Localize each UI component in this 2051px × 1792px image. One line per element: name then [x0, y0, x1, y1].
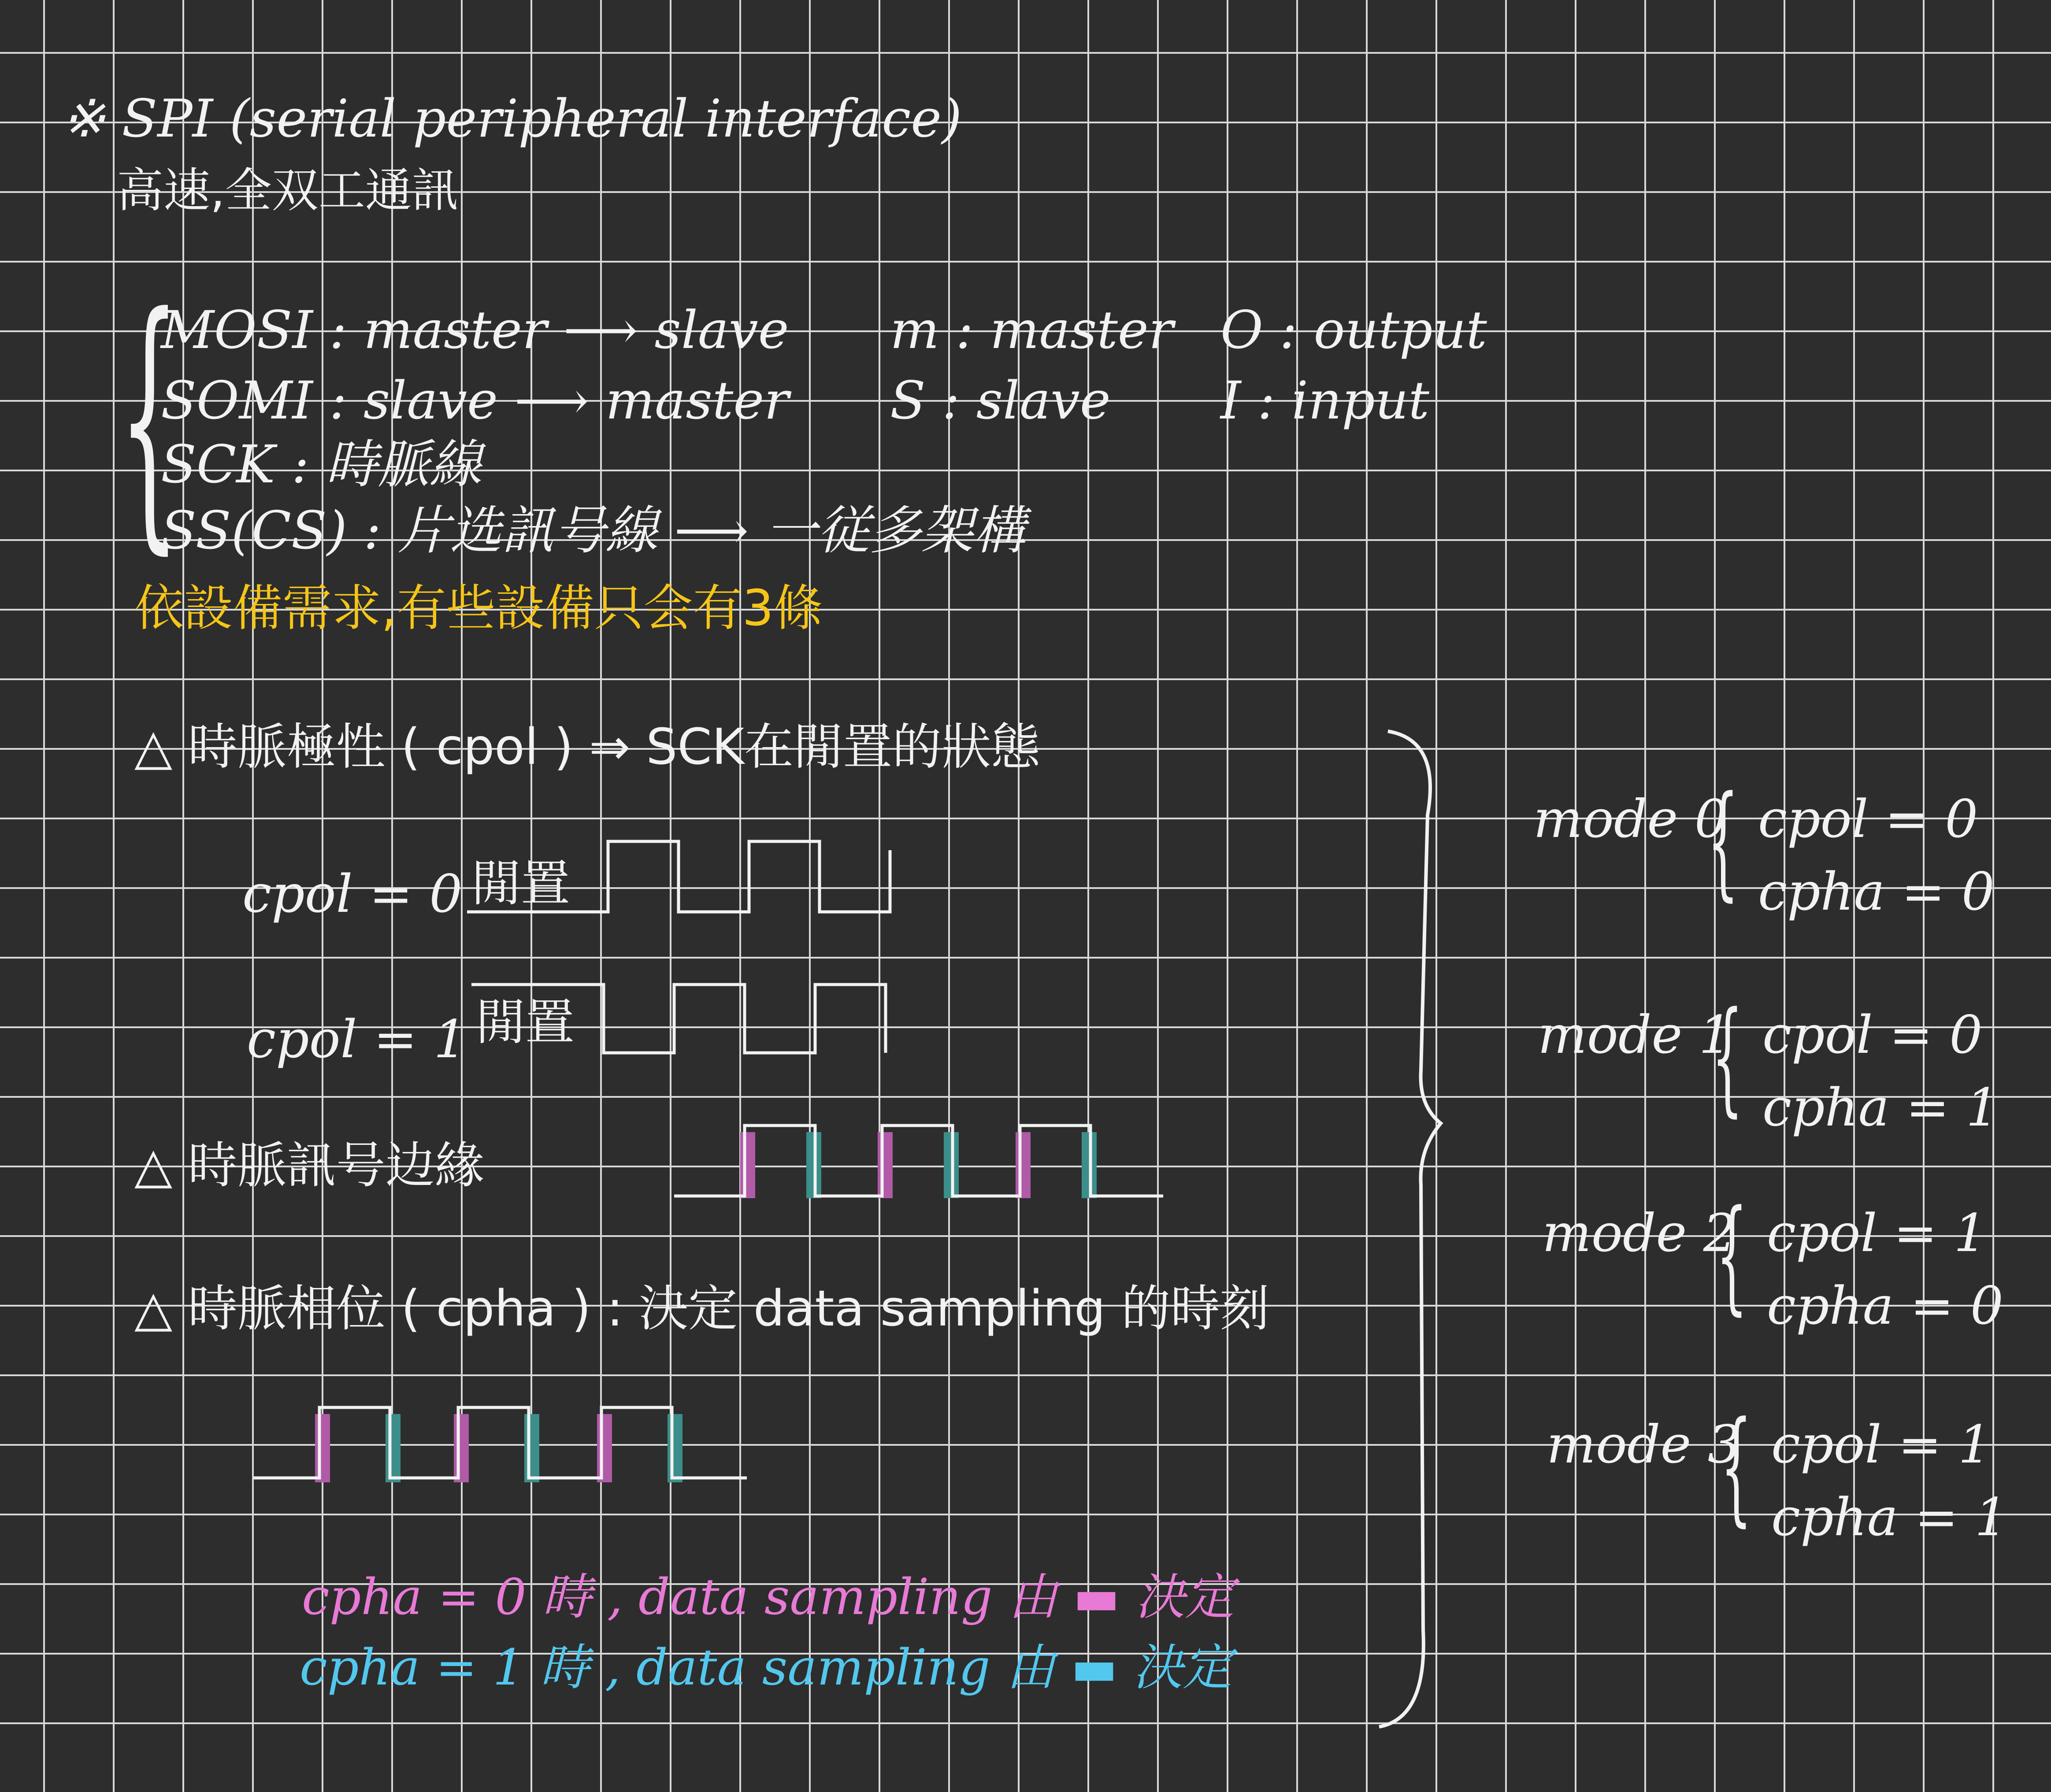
rising-edge-mark: [878, 1132, 893, 1198]
mode-3-cpha: cpha = 1: [1771, 1487, 2008, 1548]
mode-1-brace: {: [1712, 985, 1743, 1129]
edge-marks: [740, 1132, 1097, 1198]
rising-edge-mark: [1016, 1132, 1031, 1198]
mode-2-cpha: cpha = 0: [1767, 1275, 2003, 1336]
cpol0-label: cpol = 0: [242, 863, 463, 924]
line-sck: SCK : 時脈線: [161, 434, 482, 495]
cpol1-waveform: [471, 976, 903, 1064]
mode-0-name: mode 0: [1533, 789, 1728, 849]
rising-edge-mark: [740, 1132, 755, 1198]
mode-3-brace: {: [1721, 1395, 1752, 1539]
cpha-waveform: [253, 1401, 756, 1489]
mode-2-cpol: cpol = 1: [1767, 1203, 1987, 1263]
cpol0-wave-line: [467, 841, 890, 912]
cpha-heading: △ 時脈相位 ( cpha ) : 決定 data sampling 的時刻: [134, 1280, 1269, 1337]
modes-big-brace: [1375, 727, 1463, 1731]
falling-edge-mark: [668, 1414, 682, 1482]
cpol-heading: △ 時脈極性 ( cpol ) ⇒ SCK在閒置的狀態: [134, 718, 1041, 776]
falling-edge-mark: [524, 1414, 539, 1482]
mode-1-cpha: cpha = 1: [1762, 1077, 1999, 1138]
falling-edge-mark: [386, 1414, 401, 1482]
page-title: ※ SPI (serial peripheral interface): [62, 88, 962, 149]
page-subtitle: 高速,全双工通訊: [117, 163, 459, 218]
cpol1-label: cpol = 1: [247, 1009, 467, 1070]
rising-edge-mark: [454, 1414, 469, 1482]
cpol1-wave-line: [471, 985, 886, 1053]
line-mosi: MOSI : master ⟶ slave: [161, 300, 789, 360]
legend-master: m : master: [890, 300, 1174, 360]
mode-2-brace: {: [1716, 1184, 1748, 1327]
big-brace-path: [1379, 731, 1441, 1727]
cpol0-idle-label: 閒置: [471, 855, 570, 912]
cpha1-note: cpha = 1 時 , data sampling 由 ▬ 決定: [300, 1639, 1232, 1696]
cpha0-note: cpha = 0 時 , data sampling 由 ▬ 決定: [302, 1569, 1235, 1626]
rising-edge-mark: [315, 1414, 330, 1482]
mode-3-cpol: cpol = 1: [1771, 1414, 1992, 1475]
cpol0-waveform: [467, 833, 899, 921]
cpol1-idle-label: 閒置: [476, 994, 575, 1051]
legend-input: I : input: [1220, 370, 1430, 431]
mode-1-cpol: cpol = 0: [1762, 1004, 1983, 1065]
line-ss: SS(CS) : 片选訊号線 ⟶ 一従多架構: [161, 500, 1025, 561]
mode-0-cpol: cpol = 0: [1758, 789, 1978, 849]
line-somi: SOMI : slave ⟶ master: [161, 370, 789, 431]
legend-output: O : output: [1220, 300, 1487, 360]
mode-0-cpha: cpha = 0: [1758, 861, 1995, 922]
mode-3-name: mode 3: [1547, 1414, 1741, 1475]
mode-0-brace: {: [1707, 770, 1739, 913]
yellow-note: 依設備需求,有些設備只会有3條: [134, 580, 823, 637]
edge-waveform: [674, 1119, 1176, 1207]
legend-slave: S : slave: [890, 370, 1111, 431]
lines-brace: {: [119, 259, 180, 577]
edge-heading: △ 時脈訊号边緣: [134, 1137, 484, 1194]
mode-1-name: mode 1: [1538, 1004, 1732, 1065]
rising-edge-mark: [597, 1414, 612, 1482]
mode-2-name: mode 2: [1542, 1203, 1736, 1263]
cpha-marks: [315, 1414, 682, 1482]
